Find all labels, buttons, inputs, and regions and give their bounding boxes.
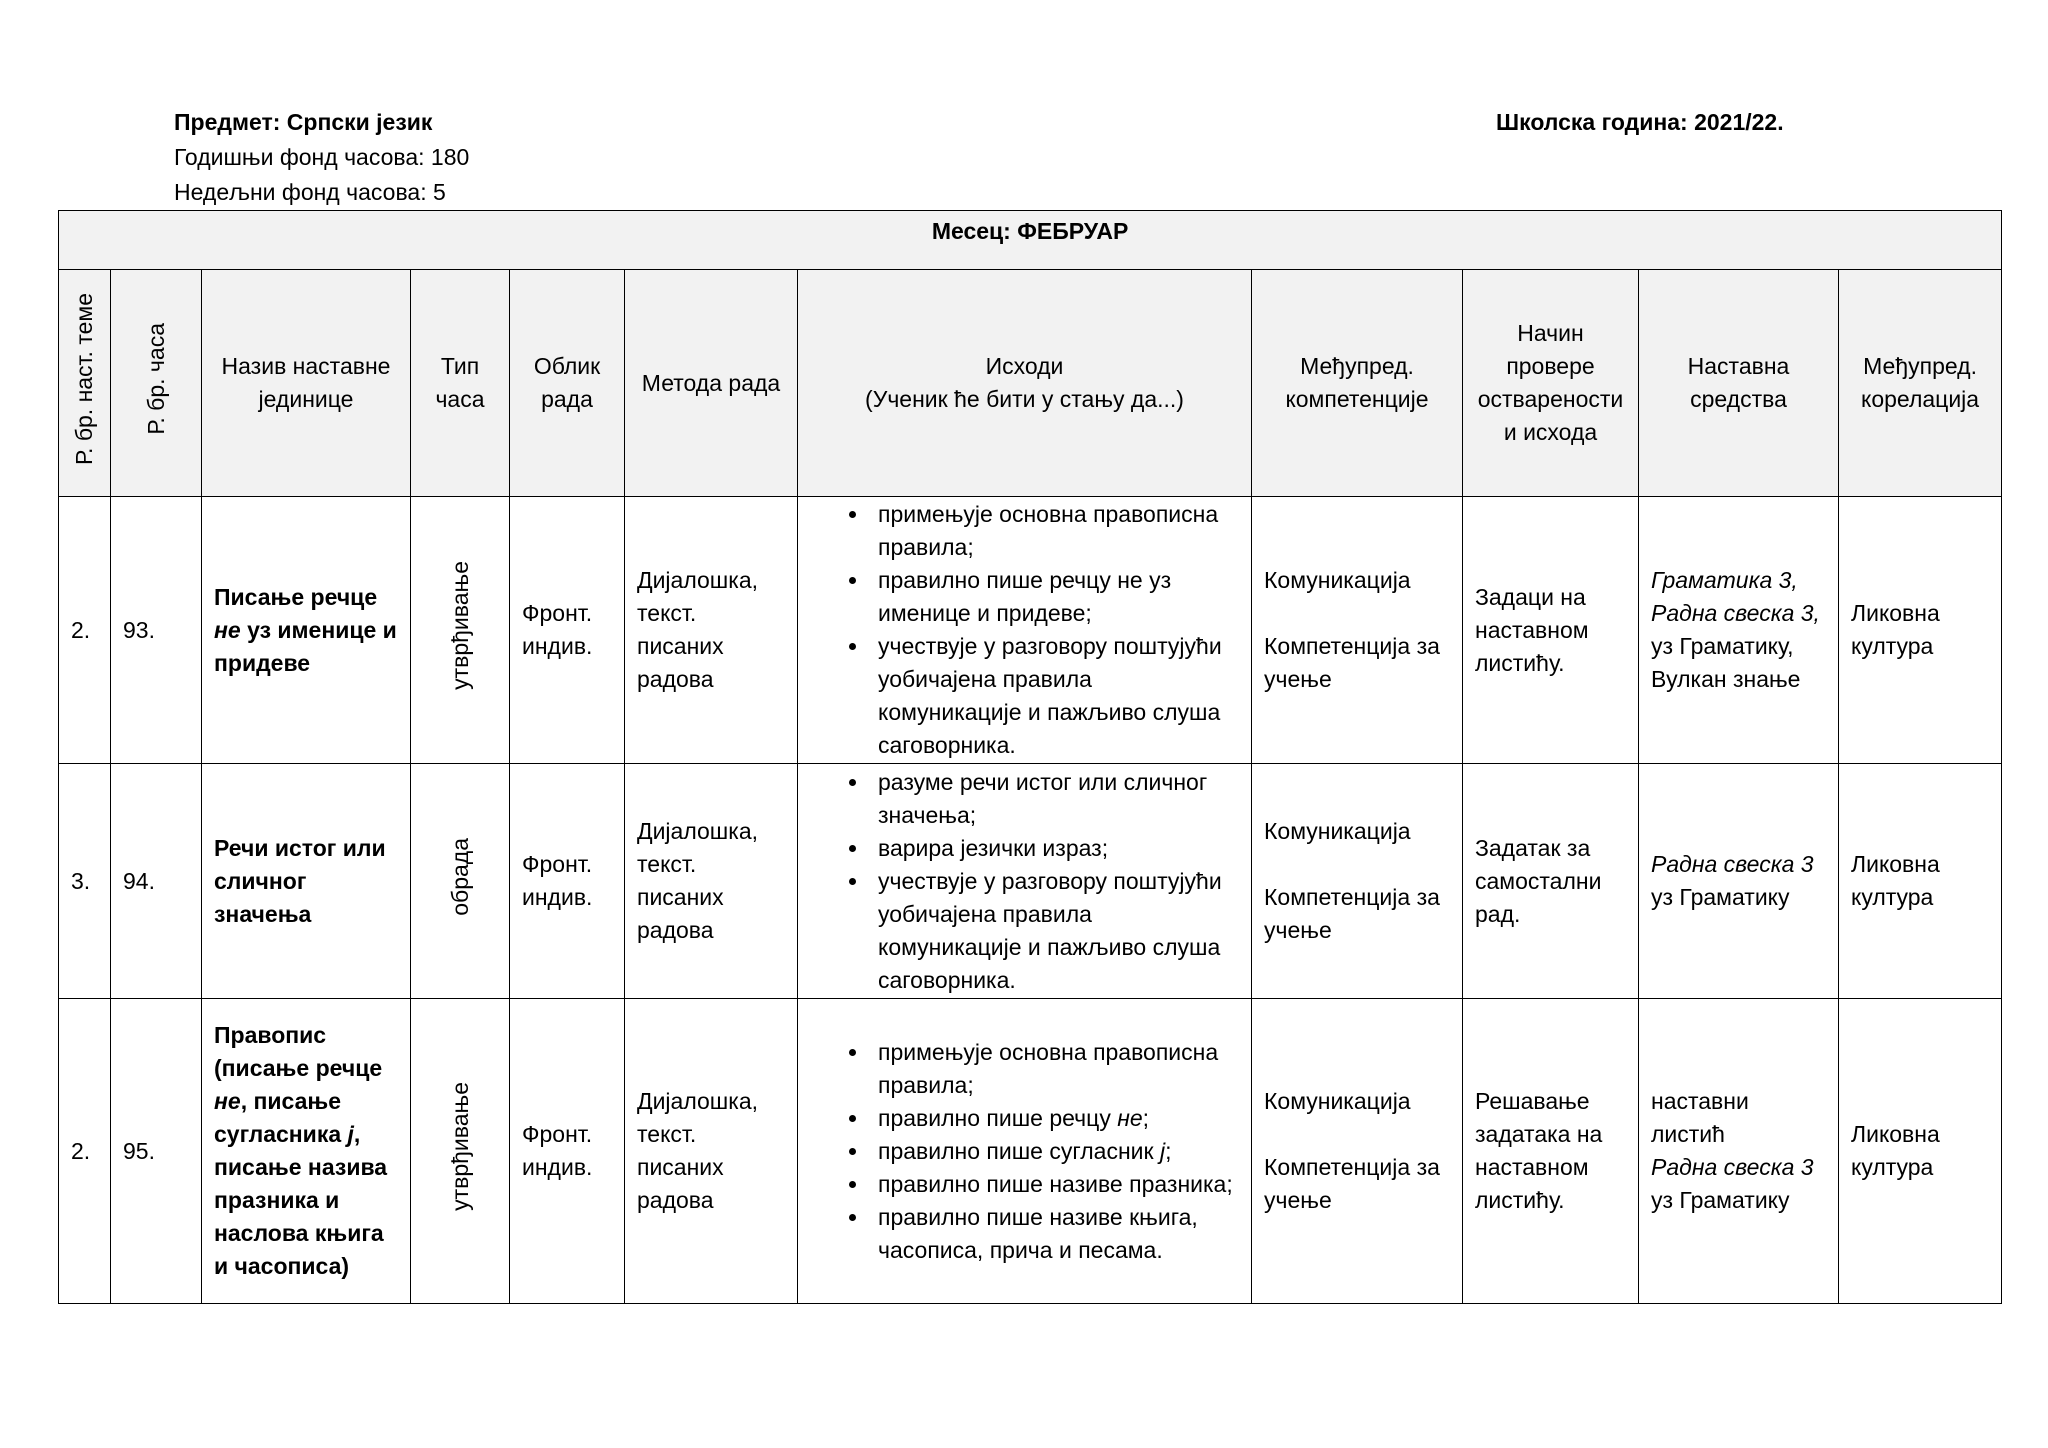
col-work-form: Облик рада — [510, 270, 625, 497]
competences: Комуникација Компетенција за учење — [1252, 764, 1463, 999]
theme-number: 3. — [59, 764, 111, 999]
col-competences: Међупред. компетенције — [1252, 270, 1463, 497]
lesson-title: Правопис (писање речце не, писање сугласника ј, писање назива празника и наслова књига и часописа) — [202, 999, 411, 1304]
competences: Комуникација Компетенција за учење — [1252, 497, 1463, 764]
check-method: Задаци на наставном листићу. — [1463, 497, 1639, 764]
teaching-means: Радна свеска 3 уз Граматику — [1639, 764, 1839, 999]
work-method: Дијалошка, текст. писаних радова — [625, 764, 798, 999]
list-item: • правилно пише речцу не; — [870, 1102, 1239, 1135]
teaching-means: наставни листић Радна свеска 3 уз Граматику — [1639, 999, 1839, 1304]
list-item: • учествује у разговору поштујући уобичајена правила комуникације и пажљиво слуша саговорника. — [870, 630, 1239, 762]
theme-number: 2. — [59, 497, 111, 764]
weekly-fund-text: Недељни фонд часова: 5 — [174, 179, 446, 205]
list-item: • варира језички израз; — [870, 832, 1239, 865]
list-item: • правилно пише називе празника; — [870, 1168, 1239, 1201]
list-item: • примењује основна правописна правила; — [870, 498, 1239, 564]
outcomes — [798, 764, 1252, 999]
work-form: Фронт. индив. — [510, 764, 625, 999]
lesson-type: утврђивање — [411, 497, 510, 764]
table-row — [59, 764, 2002, 999]
col-lesson-number: Р. бр. часа — [111, 270, 202, 497]
list-item: • правилно пише речцу не уз именице и придеве; — [870, 564, 1239, 630]
lesson-title: Писање речце не уз именице и придеве — [202, 497, 411, 764]
col-lesson-title: Назив наставне јединице — [202, 270, 411, 497]
lesson-type: утврђивање — [411, 999, 510, 1304]
competences: Комуникација Компетенција за учење — [1252, 999, 1463, 1304]
col-check-method: Начин провере остварености и исхода — [1463, 270, 1639, 497]
school-year-heading: Школска година: 2021/22. — [1496, 109, 1784, 135]
subject-heading: Предмет: Српски језик — [174, 109, 433, 135]
col-correlation: Међупред. корелација — [1839, 270, 2002, 497]
month-header: Месец: ФЕБРУАР — [59, 211, 2002, 270]
table-row — [59, 497, 2002, 764]
lesson-title: Речи истог или сличног значења — [202, 764, 411, 999]
check-method: Задатак за самостални рад. — [1463, 764, 1639, 999]
lesson-number: 93. — [111, 497, 202, 764]
work-method: Дијалошка, текст. писаних радова — [625, 497, 798, 764]
list-item: • правилно пише сугласник ј; — [870, 1135, 1239, 1168]
col-theme-number: Р. бр. наст. теме — [59, 270, 111, 497]
col-teaching-means: Наставна средства — [1639, 270, 1839, 497]
table-row — [59, 999, 2002, 1304]
list-item: • примењује основна правописна правила; — [870, 1036, 1239, 1102]
teaching-means: Граматика 3, Радна свеска 3, уз Граматику, Вулкан знање — [1639, 497, 1839, 764]
work-method: Дијалошка, текст. писаних радова — [625, 999, 798, 1304]
work-form: Фронт. индив. — [510, 497, 625, 764]
lesson-number: 95. — [111, 999, 202, 1304]
list-item: • разуме речи истог или сличног значења; — [870, 766, 1239, 832]
theme-number: 2. — [59, 999, 111, 1304]
work-form: Фронт. индив. — [510, 999, 625, 1304]
outcomes — [798, 999, 1252, 1304]
correlation: Ликовна култура — [1839, 999, 2002, 1304]
lesson-type: обрада — [411, 764, 510, 999]
col-work-method: Метода рада — [625, 270, 798, 497]
list-item: • учествује у разговору поштујући уобичајена правила комуникације и пажљиво слуша саговорника. — [870, 865, 1239, 997]
col-outcomes: Исходи (Ученик ће бити у стању да...) — [798, 270, 1252, 497]
correlation: Ликовна култура — [1839, 497, 2002, 764]
lesson-plan-table — [58, 210, 2002, 1304]
outcomes — [798, 497, 1252, 764]
list-item: • правилно пише називе књига, часописа, прича и песама. — [870, 1201, 1239, 1267]
check-method: Решавање задатака на наставном листићу. — [1463, 999, 1639, 1304]
col-lesson-type: Тип часа — [411, 270, 510, 497]
lesson-number: 94. — [111, 764, 202, 999]
correlation: Ликовна култура — [1839, 764, 2002, 999]
annual-fund-text: Годишњи фонд часова: 180 — [174, 144, 470, 170]
